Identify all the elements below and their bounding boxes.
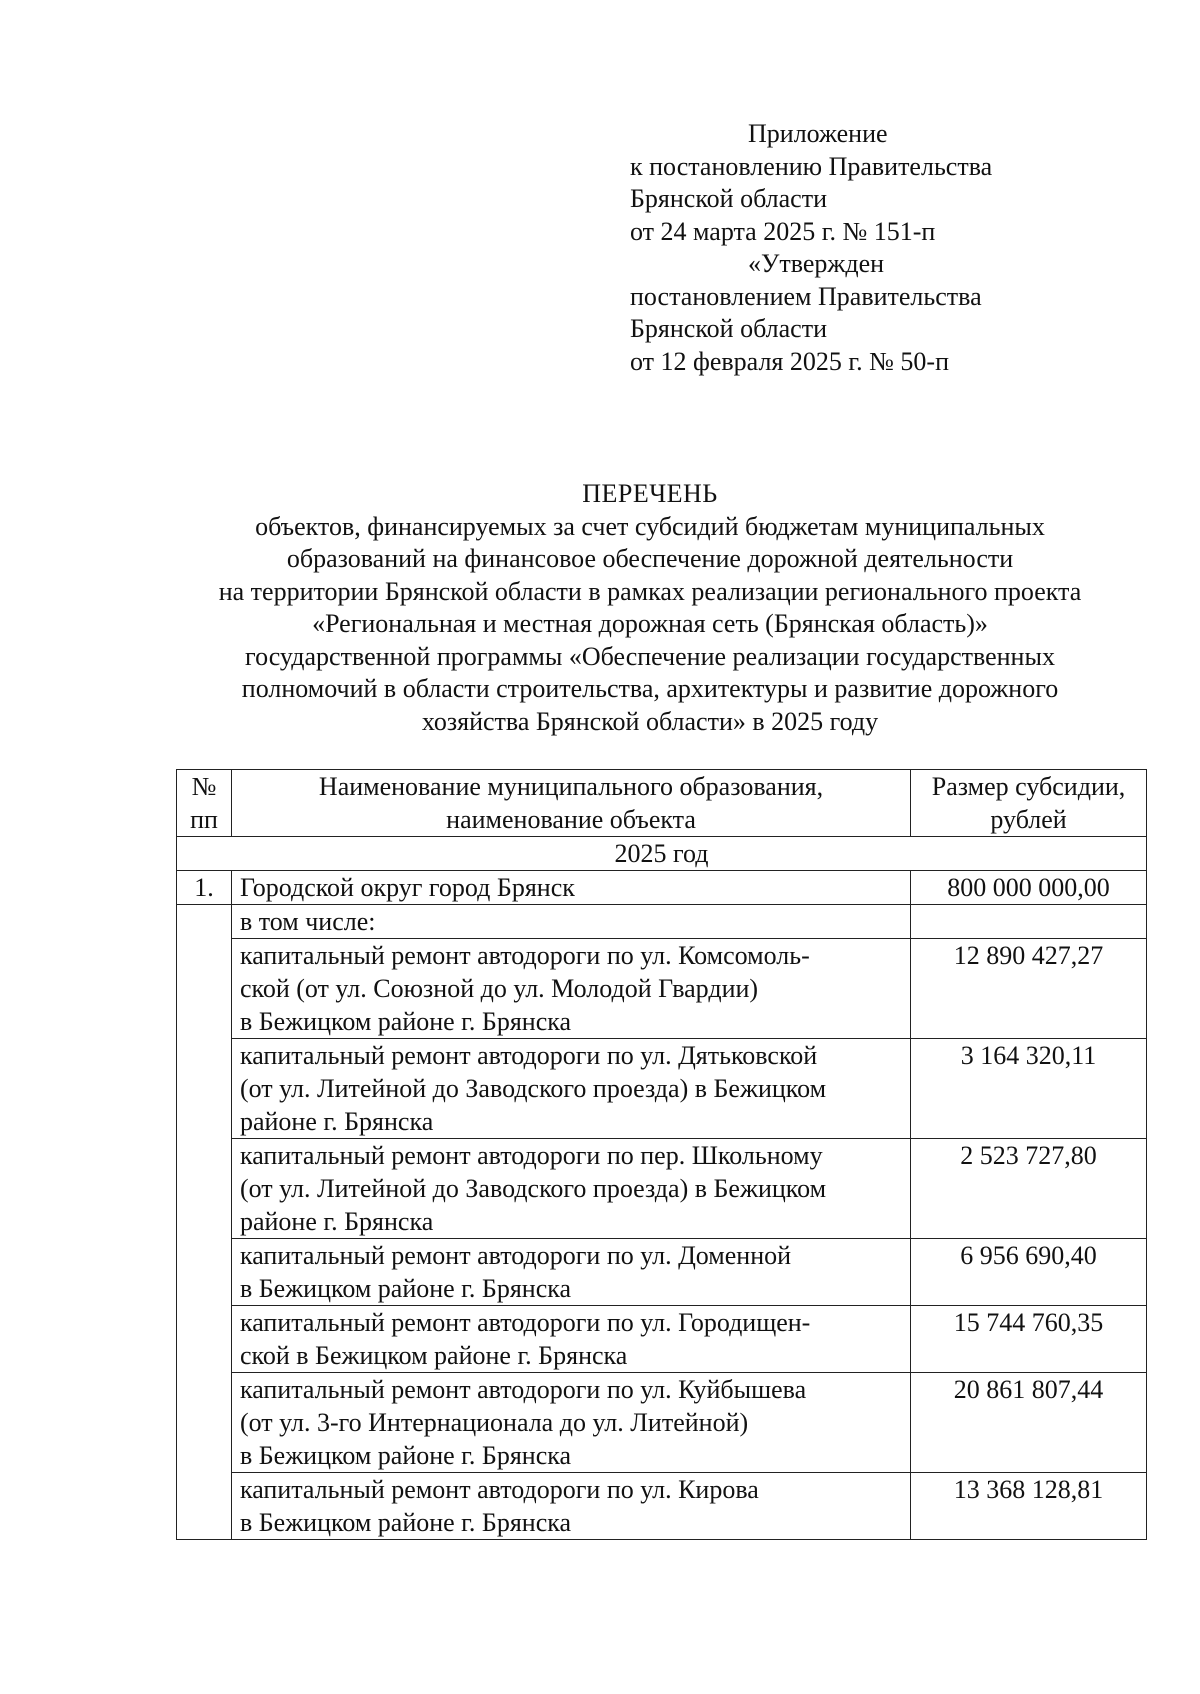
object-name bbox=[231, 939, 910, 1039]
object-name bbox=[231, 1373, 910, 1473]
table-row bbox=[177, 1473, 1147, 1540]
group-sum: 800 000 000,00 bbox=[911, 871, 1147, 905]
table-row bbox=[177, 1306, 1147, 1373]
document-title bbox=[120, 478, 1180, 738]
table-row bbox=[177, 1373, 1147, 1473]
object-sum: 13 368 128,81 bbox=[911, 1473, 1147, 1540]
including-label: в том числе: bbox=[231, 905, 910, 939]
approval-line: от 12 февраля 2025 г. № 50-п bbox=[630, 346, 949, 376]
object-name-line: капитальный ремонт автодороги по ул. Комсомоль- bbox=[239, 941, 810, 970]
group-name: Городской округ город Брянск bbox=[231, 871, 910, 905]
object-name-line: капитальный ремонт автодороги по пер. Школьному bbox=[239, 1141, 823, 1170]
empty-num-cell bbox=[177, 905, 232, 1540]
object-sum: 6 956 690,40 bbox=[911, 1239, 1147, 1306]
object-name-line: капитальный ремонт автодороги по ул. Доменной bbox=[239, 1241, 792, 1270]
table-row bbox=[177, 939, 1147, 1039]
object-sum: 3 164 320,11 bbox=[911, 1039, 1147, 1139]
empty-sum-cell bbox=[911, 905, 1147, 939]
object-name-line: капитальный ремонт автодороги по ул. Дятьковской bbox=[239, 1041, 818, 1070]
object-name-line: в Бежицком районе г. Брянска bbox=[239, 1508, 572, 1537]
object-sum: 12 890 427,27 bbox=[911, 939, 1147, 1039]
title-heading: ПЕРЕЧЕНЬ bbox=[582, 479, 718, 508]
object-name bbox=[231, 1473, 910, 1540]
title-line: на территории Брянской области в рамках реализации регионального проекта bbox=[218, 576, 1082, 606]
object-name-line: капитальный ремонт автодороги по ул. Куйбышева bbox=[239, 1375, 807, 1404]
title-line: образований на финансовое обеспечение дорожной деятельности bbox=[286, 544, 1014, 573]
including-row bbox=[177, 905, 1147, 939]
subsidy-table bbox=[176, 769, 1147, 1540]
approval-line: Приложение bbox=[748, 119, 888, 148]
object-name-line: в Бежицком районе г. Брянска bbox=[239, 1441, 572, 1470]
header-sum-line: Размер субсидии, bbox=[931, 772, 1126, 801]
title-line: полномочий в области строительства, архитектуры и развитие дорожного bbox=[241, 674, 1059, 703]
object-name-line: ской (от ул. Союзной до ул. Молодой Гвардии) bbox=[239, 974, 759, 1003]
object-name-line: в Бежицком районе г. Брянска bbox=[239, 1007, 572, 1036]
table-row bbox=[177, 1139, 1147, 1239]
approval-line: «Утвержден bbox=[748, 249, 885, 278]
header-num-line: № bbox=[191, 772, 217, 801]
title-line: хозяйства Брянской области» в 2025 году bbox=[421, 706, 879, 736]
table-row bbox=[177, 1039, 1147, 1139]
object-name-line: районе г. Брянска bbox=[239, 1207, 434, 1236]
header-name-line: Наименование муниципального образования, bbox=[318, 772, 824, 801]
group-row bbox=[177, 871, 1147, 905]
object-name bbox=[231, 1239, 910, 1306]
header-name bbox=[231, 770, 910, 837]
header-num-line: пп bbox=[190, 805, 218, 834]
approval-line: от 24 марта 2025 г. № 151-п bbox=[630, 216, 936, 246]
object-name-line: районе г. Брянска bbox=[239, 1107, 434, 1136]
approval-line: к постановлению Правительства bbox=[630, 151, 993, 181]
object-name-line: (от ул. Литейной до Заводского проезда) в Бежицком bbox=[239, 1174, 827, 1203]
object-name bbox=[231, 1306, 910, 1373]
object-name-line: капитальный ремонт автодороги по ул. Кирова bbox=[239, 1475, 759, 1504]
header-sum bbox=[911, 770, 1147, 837]
object-name-line: в Бежицком районе г. Брянска bbox=[239, 1274, 572, 1303]
object-name bbox=[231, 1039, 910, 1139]
object-name bbox=[231, 1139, 910, 1239]
object-sum: 15 744 760,35 bbox=[911, 1306, 1147, 1373]
approval-line: постановлением Правительства bbox=[630, 281, 982, 311]
object-name-line: (от ул. 3-го Интернационала до ул. Литейной) bbox=[239, 1408, 749, 1437]
title-line: объектов, финансируемых за счет субсидий бюджетам муниципальных bbox=[255, 511, 1045, 541]
title-line: «Региональная и местная дорожная сеть (Брянская область)» bbox=[312, 609, 988, 638]
object-name-line: (от ул. Литейной до Заводского проезда) в Бежицком bbox=[239, 1074, 827, 1103]
year-label: 2025 год bbox=[177, 837, 1147, 871]
approval-line: Брянской области bbox=[630, 314, 827, 343]
title-line: государственной программы «Обеспечение реализации государственных bbox=[245, 641, 1055, 671]
approval-line: Брянской области bbox=[630, 184, 827, 213]
object-sum: 20 861 807,44 bbox=[911, 1373, 1147, 1473]
object-name-line: капитальный ремонт автодороги по ул. Городищен- bbox=[239, 1308, 811, 1337]
table-row bbox=[177, 1239, 1147, 1306]
object-name-line: ской в Бежицком районе г. Брянска bbox=[239, 1341, 628, 1370]
header-name-line: наименование объекта bbox=[446, 805, 696, 834]
header-sum-line: рублей bbox=[990, 805, 1067, 834]
header-num bbox=[177, 770, 232, 837]
object-sum: 2 523 727,80 bbox=[911, 1139, 1147, 1239]
table-header-row bbox=[177, 770, 1147, 837]
year-row bbox=[177, 837, 1147, 871]
approval-stamp bbox=[630, 118, 992, 378]
group-num: 1. bbox=[177, 871, 232, 905]
